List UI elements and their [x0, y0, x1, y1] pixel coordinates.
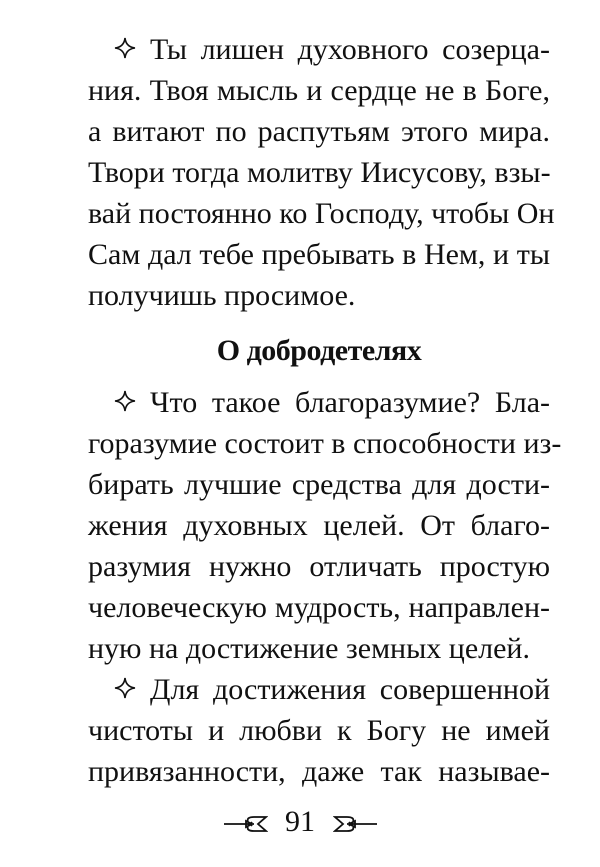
line-text: жения духовных целей. От благо-: [88, 509, 550, 542]
text-line: [88, 382, 550, 423]
text-line: [88, 669, 550, 710]
line-text: Сам дал тебе пребывать в Нем, и ты: [88, 238, 550, 271]
text-line: [88, 193, 555, 234]
line-text: ную на достижение земных целей.: [88, 632, 530, 665]
line-text: Что такое благоразумие? Бла-: [150, 386, 550, 419]
text-line: [88, 234, 550, 275]
text-line: [88, 152, 550, 193]
page-number: 91: [285, 805, 315, 838]
four-point-star-icon: [114, 37, 136, 59]
ornament-right-icon: [333, 814, 377, 834]
text-line: [88, 29, 550, 70]
text-line: [88, 275, 550, 316]
page-body: [88, 29, 562, 792]
line-text: горазумие состоит в способности из-: [88, 427, 562, 460]
line-text: вай постоянно ко Господу, чтобы Он: [88, 197, 555, 230]
text-line: [88, 505, 550, 546]
line-text: а витают по распутьям этого мира.: [88, 115, 550, 148]
line-text: ния. Твоя мысль и сердце не в Боге,: [88, 74, 550, 107]
paragraph: [88, 669, 550, 792]
ornament-left-icon: [224, 814, 268, 834]
text-line: [88, 546, 550, 587]
line-text: Для достижения совершенной: [150, 673, 550, 706]
text-line: [88, 423, 562, 464]
page-footer: [0, 802, 600, 842]
text-line: [88, 464, 550, 505]
text-line: [88, 70, 550, 111]
line-text: Твори тогда молитву Иисусову, взы-: [88, 156, 551, 189]
text-line: [88, 587, 550, 628]
line-text: получишь просимое.: [88, 279, 356, 312]
text-line: [88, 111, 550, 152]
section-heading: О добродетелях: [216, 334, 422, 367]
line-text: чистоты и любви к Богу не имей: [88, 714, 550, 747]
text-line: [88, 751, 550, 792]
paragraph: [88, 382, 562, 669]
line-text: разумия нужно отличать простую: [88, 550, 550, 583]
text-line: [88, 710, 550, 751]
line-text: привязанности, даже так называе-: [88, 755, 550, 788]
line-text: бирать лучшие средства для дости-: [88, 468, 550, 501]
four-point-star-icon: [114, 677, 136, 699]
line-text: человеческую мудрость, направлен-: [88, 591, 550, 624]
text-line: [88, 628, 550, 669]
line-text: Ты лишен духовного созерца-: [150, 33, 550, 66]
paragraph: [88, 29, 555, 316]
four-point-star-icon: [114, 390, 136, 412]
